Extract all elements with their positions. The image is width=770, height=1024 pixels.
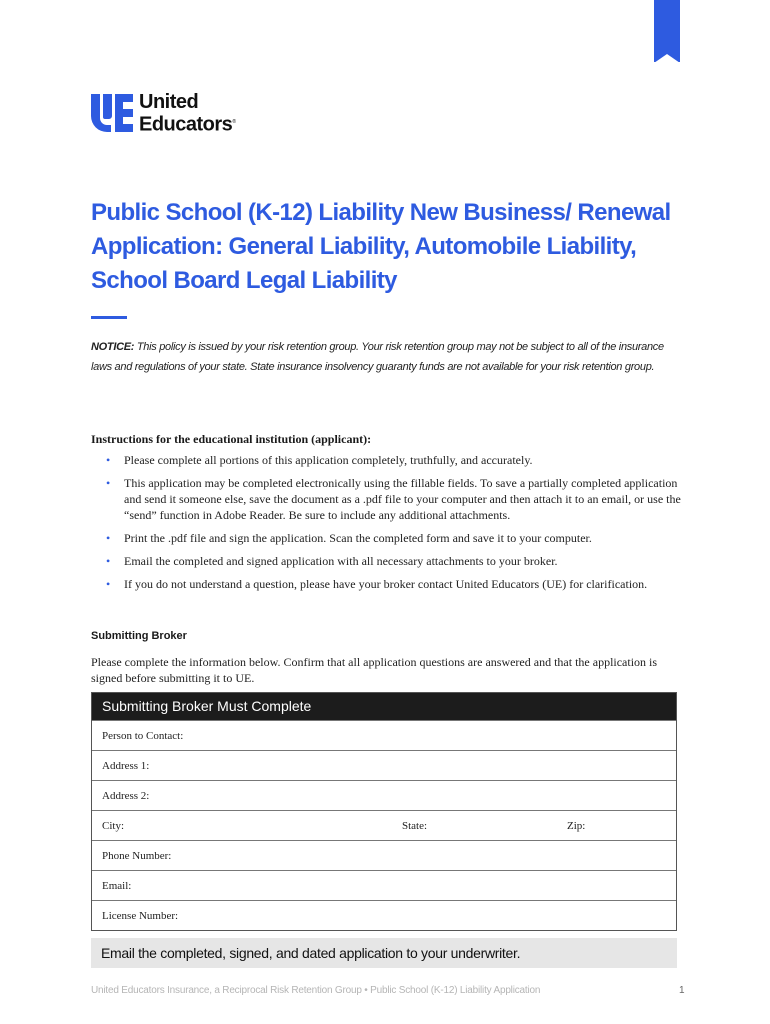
united-educators-logo: [91, 92, 236, 135]
logo-line-2: Educators: [139, 113, 233, 136]
notice-text: This policy is issued by your risk retention group. Your risk retention group may not be subject to all of the insurance laws and regulations of your state. State insurance insolvency guaranty funds are not available for your risk retention group.: [91, 341, 664, 373]
submitting-broker-heading: Submitting Broker: [91, 630, 187, 642]
page-title: Public School (K-12) Liability New Business/ Renewal Application: General Liability, Automobile Liability, School Board Legal Liability: [91, 199, 671, 294]
phone-number-label: Phone Number:: [102, 850, 172, 862]
logo-wordmark: [139, 92, 236, 135]
ue-logo-mark-icon: [91, 94, 133, 132]
email-field[interactable]: [92, 870, 676, 900]
broker-form-header: Submitting Broker Must Complete: [92, 693, 676, 720]
email-label: Email:: [102, 880, 132, 892]
city-state-zip-row[interactable]: [92, 810, 676, 840]
person-to-contact-label: Person to Contact:: [102, 730, 184, 742]
instruction-item: • Please complete all portions of this application completely, truthfully, and accurately.: [106, 452, 686, 468]
license-number-label: License Number:: [102, 910, 179, 922]
address-1-label: Address 1:: [102, 760, 150, 772]
submitting-broker-text: Please complete the information below. Confirm that all application questions are answered and that the application is signed before submitting it to UE.: [91, 655, 658, 685]
person-to-contact-field[interactable]: [92, 720, 676, 750]
broker-form: [91, 692, 677, 931]
bookmark-ribbon: [654, 0, 680, 62]
city-label: City:: [102, 820, 125, 832]
phone-number-field[interactable]: [92, 840, 676, 870]
instruction-item: • If you do not understand a question, please have your broker contact United Educators (UE) for clarification.: [106, 576, 686, 592]
zip-label: Zip:: [567, 820, 586, 832]
instruction-item: • Email the completed and signed application with all necessary attachments to your broker.: [106, 553, 686, 569]
address-2-field[interactable]: [92, 780, 676, 810]
address-1-field[interactable]: [92, 750, 676, 780]
address-2-label: Address 2:: [102, 790, 150, 802]
page-footer: United Educators Insurance, a Reciprocal Risk Retention Group • Public School (K-12) Liability Application: [91, 985, 541, 996]
notice-label: NOTICE:: [91, 341, 135, 353]
instruction-item: • Print the .pdf file and sign the application. Scan the completed form and save it to your computer.: [106, 530, 686, 546]
license-number-field[interactable]: [92, 900, 676, 930]
instructions-list: [106, 452, 686, 599]
email-instruction-bar: Email the completed, signed, and dated application to your underwriter.: [91, 938, 677, 968]
instruction-item: • This application may be completed electronically using the fillable fields. To save a partially completed application and send it someone else, save the document as a .pdf file to your computer and then attach it to an email, or use the “send” function in Adobe Reader. Be sure to include any additional attachments.: [106, 475, 686, 523]
title-divider: [91, 316, 127, 319]
state-label: State:: [402, 820, 428, 832]
registered-mark: ®: [232, 119, 236, 125]
logo-line-1: United: [139, 91, 199, 113]
instructions-heading: Instructions for the educational institution (applicant):: [91, 432, 372, 446]
notice-paragraph: [91, 337, 681, 377]
page-number: 1: [679, 985, 685, 996]
